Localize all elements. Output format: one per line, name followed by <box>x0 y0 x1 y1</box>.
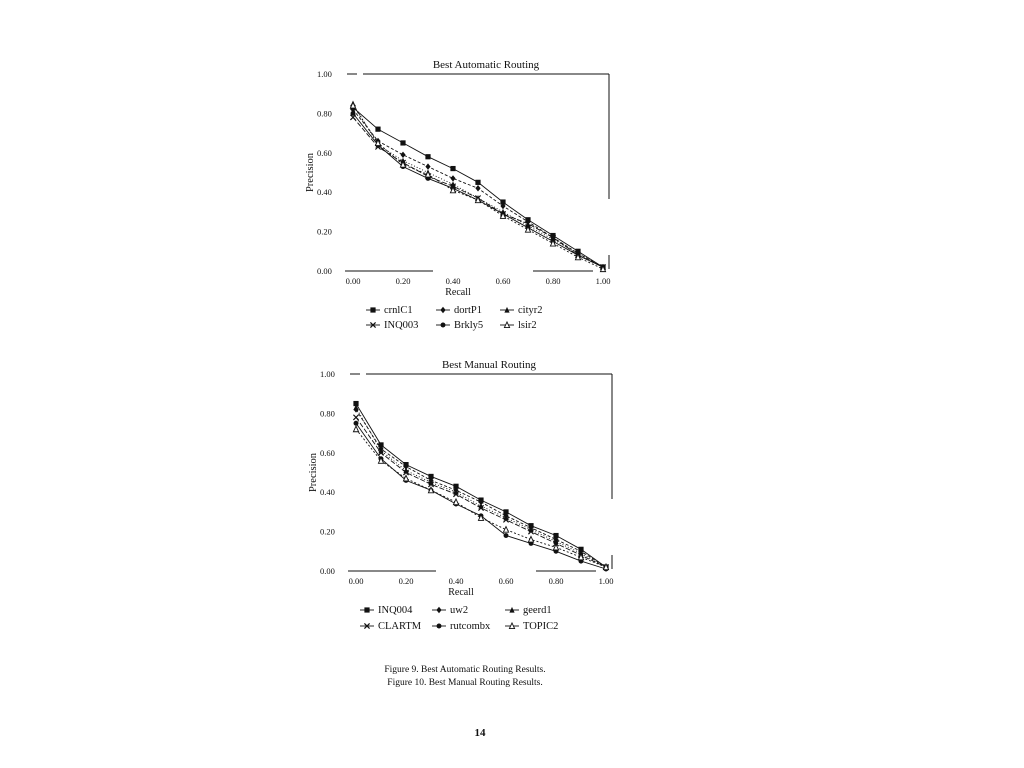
legend-item <box>360 621 422 632</box>
data-point <box>475 185 480 191</box>
legend-label: rutcombx <box>450 621 491 632</box>
data-point <box>375 127 380 132</box>
legend-label: TOPIC2 <box>523 621 559 632</box>
x-tick-label: 0.80 <box>545 276 561 286</box>
chart-title: Best Automatic Routing <box>432 59 540 71</box>
y-tick-label: 0.00 <box>317 266 332 276</box>
data-point <box>453 499 458 505</box>
legend-item <box>500 320 537 331</box>
y-tick-label: 1.00 <box>317 69 332 79</box>
x-tick-label: 0.20 <box>398 576 414 586</box>
legend-item <box>360 605 413 616</box>
legend-label: CLARTM <box>378 621 422 632</box>
series-line <box>356 404 606 567</box>
legend-marker <box>370 307 375 312</box>
y-tick-label: 0.60 <box>317 147 332 158</box>
legend-item <box>432 621 491 632</box>
page-number: 14 <box>474 727 486 739</box>
y-tick-label: 0.80 <box>317 108 332 119</box>
legend-label: geerd1 <box>523 605 552 616</box>
legend-label: Brkly5 <box>454 320 484 331</box>
legend-label: cityr2 <box>518 305 543 316</box>
y-tick-label: 0.20 <box>317 226 332 237</box>
legend-marker <box>441 323 446 328</box>
y-tick-label: 0.00 <box>320 566 335 576</box>
y-axis-label: Precision <box>305 152 316 193</box>
data-point <box>353 415 358 420</box>
caption-figure-10: Figure 10. Best Manual Routing Results. <box>387 678 543 688</box>
data-point <box>400 152 405 158</box>
legend-marker <box>437 624 442 629</box>
legend-item <box>366 320 418 331</box>
y-tick-label: 0.80 <box>320 408 335 419</box>
data-point <box>403 475 408 481</box>
legend <box>366 305 543 331</box>
legend-label: INQ003 <box>384 320 419 331</box>
data-point <box>450 175 455 181</box>
caption-figure-9: Figure 9. Best Automatic Routing Results. <box>384 665 546 675</box>
x-tick-label: 0.00 <box>345 276 361 286</box>
manual-routing-chart <box>308 359 613 632</box>
y-tick-label: 0.60 <box>320 447 335 458</box>
x-tick-label: 0.40 <box>448 576 464 586</box>
x-tick-label: 0.40 <box>445 276 461 286</box>
x-tick-label: 0.00 <box>348 576 364 586</box>
data-point <box>353 426 358 432</box>
data-point <box>400 140 405 145</box>
chart-title: Best Manual Routing <box>441 359 537 371</box>
legend-item <box>436 320 483 331</box>
series-geerd1 <box>353 404 608 569</box>
series-rutcombx <box>354 421 609 572</box>
data-point <box>504 533 509 538</box>
data-point <box>503 527 508 533</box>
legend-label: INQ004 <box>378 605 413 616</box>
data-point <box>450 166 455 171</box>
x-tick-label: 0.20 <box>395 276 411 286</box>
legend-marker <box>364 607 369 612</box>
x-tick-label: 0.60 <box>495 276 511 286</box>
x-tick-label: 1.00 <box>595 276 611 286</box>
data-point <box>425 154 430 159</box>
legend-item <box>436 305 482 316</box>
x-axis-label: Recall <box>448 587 474 598</box>
x-tick-label: 1.00 <box>598 576 614 586</box>
x-tick-label: 0.60 <box>498 576 514 586</box>
series-line <box>356 410 606 568</box>
data-point <box>475 180 480 185</box>
x-tick-label: 0.80 <box>548 576 564 586</box>
legend-label: lsir2 <box>518 320 537 331</box>
y-tick-label: 0.20 <box>320 526 335 537</box>
legend-item <box>505 605 552 616</box>
y-axis-label: Precision <box>308 452 319 493</box>
legend-marker <box>436 607 441 613</box>
data-point <box>351 111 356 116</box>
legend-label: crnlC1 <box>384 305 413 316</box>
legend-item <box>432 605 468 616</box>
legend-label: uw2 <box>450 605 469 616</box>
legend-item <box>500 305 543 316</box>
series-line <box>356 417 606 567</box>
legend <box>360 605 558 632</box>
y-tick-label: 1.00 <box>320 369 335 379</box>
data-point <box>425 163 430 169</box>
legend-item <box>505 621 558 632</box>
y-tick-label: 0.40 <box>320 487 335 498</box>
automatic-routing-chart <box>305 59 610 331</box>
series-INQ004 <box>353 401 608 570</box>
legend-item <box>366 305 413 316</box>
series-dortP1 <box>350 106 605 270</box>
figure-captions <box>340 664 590 690</box>
series-uw2 <box>353 406 608 570</box>
y-tick-label: 0.40 <box>317 187 332 198</box>
legend-label: dortP1 <box>454 305 483 316</box>
x-axis-label: Recall <box>445 287 471 298</box>
series-line <box>356 408 606 568</box>
series-line <box>353 117 603 267</box>
legend-marker <box>440 307 445 313</box>
